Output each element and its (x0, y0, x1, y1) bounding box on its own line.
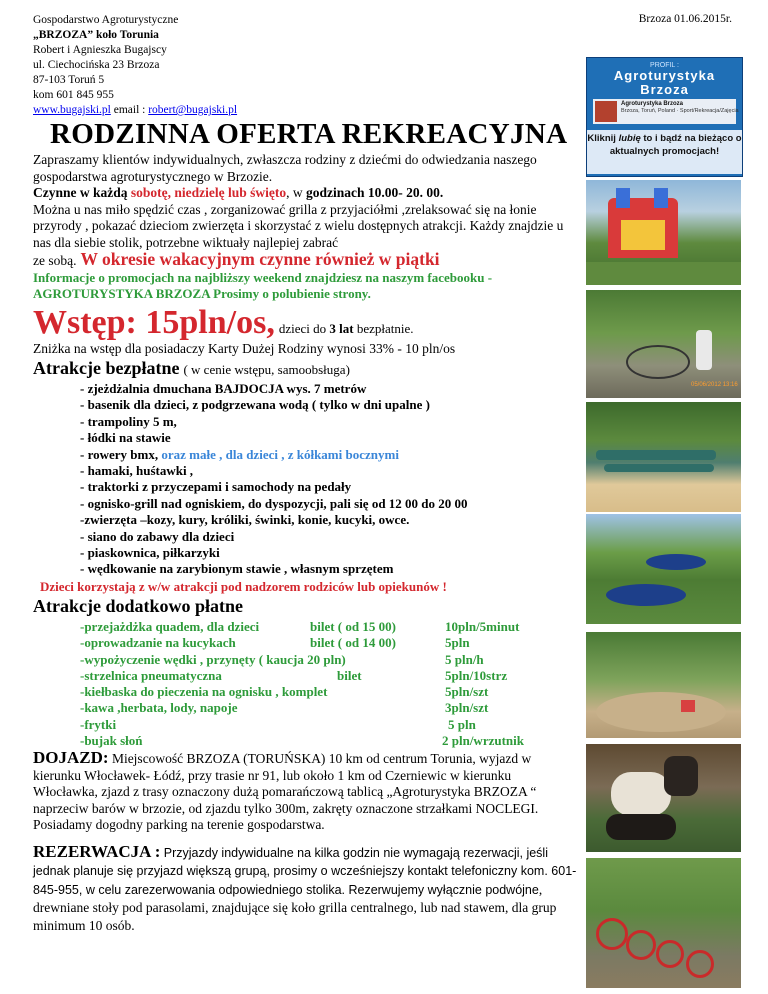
opening-hours: Czynne w każdą sobotę, niedzielę lub święto, w godzinach 10.00- 20. 00. (33, 185, 444, 200)
profile-card (593, 99, 739, 124)
goats-photo (586, 744, 741, 852)
table-row: -wypożyczenie wędki , przynęty ( kaucja 20 pln) 5 pln/h (80, 651, 484, 667)
list-item: - ognisko-grill nad ogniskiem, do dyspozycji, pali się od 12 00 do 20 00 (80, 495, 468, 511)
table-row: -przejażdżka quadem, dla dzieci bilet ( od 15 00) 10pln/5minut (80, 619, 520, 634)
entry-price-line: Wstęp: 15pln/os, dzieci do 3 lat bezpłatnie. (33, 304, 414, 341)
list-item: -zwierzęta –kozy, kury, króliki, świnki, konie, kucyki, owce. (80, 512, 410, 528)
list-item: - siano do zabawy dla dzieci (80, 528, 235, 544)
sandbox-photo (586, 632, 741, 738)
email-label: email : (113, 104, 146, 116)
list-item: - zjeżdżalnia dmuchana BAJDOCJA wys. 7 metrów (80, 381, 367, 396)
address-line: Robert i Agnieszka Bugajscy (33, 44, 167, 56)
profile-label: PROFIL : (650, 62, 679, 69)
table-row: -bujak słoń 2 pln/wrzutnik (80, 733, 524, 749)
list-item: - trampoliny 5 m, (80, 413, 177, 429)
campfire-photo (586, 290, 741, 398)
open-hours: godzinach 10.00- 20. 00. (306, 185, 444, 200)
list-item: - wędkowanie na zarybionym stawie , własnym sprzętem (80, 561, 394, 577)
table-row: -strzelnica pneumatyczna bilet 5pln/10strz (80, 667, 508, 683)
farm-address (33, 13, 237, 118)
profile-card-subtitle: Brzoza, Toruń, Poland · Sport/Rekreacja/Zajęcia (621, 108, 739, 114)
directions-heading: DOJAZD: (33, 748, 109, 767)
list-item: - traktorki z przyczepami i samochody na pedały (80, 479, 352, 495)
list-item: - łódki na stawie (80, 430, 171, 446)
intro-text (33, 152, 583, 251)
discount-info: Zniżka na wstęp dla posiadaczy Karty Dużej Rodziny wynosi 33% - 10 pln/os (33, 341, 456, 356)
intro-body: Można u nas miło spędzić czas , zorganizować grilla z przyjaciółmi ,zrelaksować się na łonie przyrody , pokazać dzieciom zwierzęta i skorzystać z wielu dostępnych atrakcji. Każdy znajdzie u nas dla siebie stolik, potrzebne wiktuały najlepiej zabrać (33, 201, 564, 250)
profile-thumbnail (595, 101, 617, 122)
holiday-line: ze sobą. W okresie wakacyjnym czynne również w piątki (33, 249, 440, 269)
website-link[interactable]: www.bugajski.pl (33, 104, 111, 116)
table-row: -kiełbaska do pieczenia na ognisku , komplet 5pln/szt (80, 684, 489, 700)
page-title: RODZINNA OFERTA REKREACYJNA (50, 118, 568, 150)
trampolines-photo (586, 514, 741, 624)
address-line: Gospodarstwo Agroturystyczne (33, 14, 179, 26)
intro-line: Zapraszamy klientów indywidualnych, zwłaszcza rodziny z dziećmi do odwiedzania naszego gospodarstwa agroturystycznego w Brzozie. (33, 152, 537, 184)
list-item: - hamaki, huśtawki , (80, 463, 194, 479)
table-row: -oprowadzanie na kucykach bilet ( od 14 00) 5pln (80, 635, 470, 651)
entry-price: Wstęp: 15pln/os, (33, 304, 275, 341)
email-link[interactable]: robert@bugajski.pl (148, 104, 238, 116)
like-call-to-action: Kliknij lubię to i bądź na bieżąco o aktualnych promocjach! (587, 130, 742, 174)
facebook-profile-banner[interactable] (586, 57, 743, 177)
profile-card-title: Agroturystyka Brzoza (621, 101, 684, 107)
free-attractions-heading: Atrakcje bezpłatne ( w cenie wstępu, samoobsługa) (33, 358, 350, 378)
address-line: ul. Ciechocińska 23 Brzoza (33, 59, 160, 71)
free-attractions-list (80, 381, 468, 578)
bikes-photo (586, 858, 741, 988)
bouncy-castle-photo (586, 180, 741, 285)
reservation-heading: REZERWACJA : (33, 842, 161, 861)
table-row: -frytki 5 pln (80, 716, 476, 732)
facebook-info: Informacje o promocjach na najbliższy weekend znajdziesz na naszym facebooku -AGROTURYSTYKA BRZOZA Prosimy o polubienie strony. (33, 270, 493, 301)
supervision-warning: Dzieci korzystają z w/w atrakcji pod nadzorem rodziców lub opiekunów ! (40, 579, 447, 594)
document-date: Brzoza 01.06.2015r. (638, 13, 732, 25)
address-line: „BRZOZA” koło Torunia (33, 29, 159, 41)
directions-section (33, 750, 578, 834)
address-line: kom 601 845 955 (33, 89, 114, 101)
pond-beach-photo (586, 402, 741, 512)
table-row: -kawa ,herbata, lody, napoje 3pln/szt (80, 700, 489, 716)
list-item: - piaskownica, piłkarzyki (80, 545, 220, 561)
directions-text: Miejscowość BRZOZA (TORUŃSKA) 10 km od centrum Torunia, wyjazd w kierunku Włocławek- Łódź, przy trasie nr 91, lub około 1 km od Czerniewic w kierunku Włocławka, zjazd z trasy oznaczony dużą pomarańczową tablicą „Agroturystyka BRZOZA “ naprzeciw barów w brzozie, od zjazdu tylko 300m, zakręty oznaczone strzałkami NOCLEGI. Posiadamy dogodny parking na terenie gospodarstwa. (33, 751, 539, 833)
list-item: - rowery bmx, oraz małe , dla dzieci , z kółkami bocznymi (80, 446, 399, 462)
address-line: 87-103 Toruń 5 (33, 74, 105, 86)
paid-attractions-table (80, 619, 580, 749)
reservation-section: REZERWACJA : Przyjazdy indywidualne na kilka godzin nie wymagają rezerwacji, jeśli jednak planuje się przyjazd większą grupą, prosimy o wcześniejszy kontakt telefoniczny kom. 601-845-955, w celu zarezerwowania odpowiedniego stolika. Rezerwujemy wyłącznie podwójne, drewniane stoły pod parasolami, znajdujące się koło grilla centralnego, lub nad stawem, dla grup minimum 10 osób. (33, 842, 577, 933)
profile-name: Agroturystyka Brzoza (613, 68, 716, 97)
contact-links (33, 103, 237, 118)
open-days: sobotę, niedzielę lub święto (130, 185, 287, 200)
list-item: - basenik dla dzieci, z podgrzewana wodą ( tylko w dni upalne ) (80, 397, 430, 413)
photo-timestamp: 05/06/2012 13:16 (691, 382, 738, 388)
paid-attractions-heading: Atrakcje dodatkowo płatne (33, 596, 243, 616)
holiday-note: W okresie wakacyjnym czynne również w piątki (80, 249, 440, 269)
